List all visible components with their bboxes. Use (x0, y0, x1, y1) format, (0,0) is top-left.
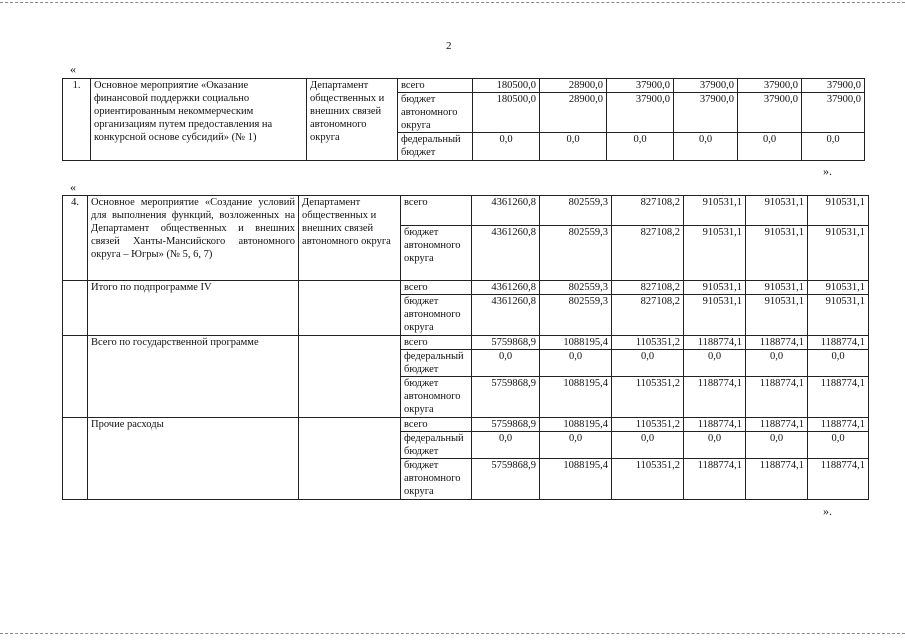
value-cell: 802559,3 (540, 226, 612, 281)
value-cell: 827108,2 (612, 295, 684, 336)
value-cell: 1188774,1 (808, 336, 869, 350)
source-label: всего (401, 418, 472, 432)
row-number-empty (63, 281, 88, 336)
executor: Департамент общественных и внешних связей автономного округа (307, 79, 398, 161)
value-cell: 4361260,8 (472, 196, 540, 226)
value-cell: 5759868,9 (472, 377, 540, 418)
value-cell: 180500,0 (473, 79, 540, 93)
value-cell: 910531,1 (746, 226, 808, 281)
value-cell: 827108,2 (612, 196, 684, 226)
value-cell: 910531,1 (808, 295, 869, 336)
budget-table-2 (62, 195, 869, 500)
value-cell: 37900,0 (674, 79, 738, 93)
table-row (63, 418, 869, 432)
source-label: всего (398, 79, 473, 93)
value-cell: 4361260,8 (472, 226, 540, 281)
opening-quote-1: « (70, 62, 76, 76)
subtotal-name: Итого по подпрограмме IV (88, 281, 299, 336)
value-cell: 0,0 (802, 133, 865, 161)
value-cell: 5759868,9 (472, 336, 540, 350)
value-cell: 910531,1 (746, 295, 808, 336)
executor-empty (299, 336, 401, 418)
source-label: всего (401, 336, 472, 350)
value-cell: 1188774,1 (684, 418, 746, 432)
source-label: бюджет автономного округа (401, 226, 472, 281)
value-cell: 0,0 (738, 133, 802, 161)
value-cell: 0,0 (607, 133, 674, 161)
executor-empty (299, 281, 401, 336)
value-cell: 1105351,2 (612, 459, 684, 500)
source-label: бюджет автономного округа (398, 93, 473, 133)
value-cell: 910531,1 (808, 226, 869, 281)
value-cell: 827108,2 (612, 226, 684, 281)
value-cell: 910531,1 (746, 196, 808, 226)
table-row (63, 281, 869, 295)
source-label: бюджет автономного округа (401, 377, 472, 418)
value-cell: 37900,0 (607, 93, 674, 133)
value-cell: 1188774,1 (746, 418, 808, 432)
table-row (63, 79, 865, 93)
value-cell: 0,0 (808, 350, 869, 377)
row-number-empty (63, 336, 88, 418)
value-cell: 37900,0 (802, 93, 865, 133)
value-cell: 1188774,1 (746, 377, 808, 418)
value-cell: 1088195,4 (540, 336, 612, 350)
value-cell: 0,0 (808, 432, 869, 459)
value-cell: 1088195,4 (540, 459, 612, 500)
row-number-empty (63, 418, 88, 500)
executor: Департамент общественных и внешних связей автономного округа (299, 196, 401, 281)
value-cell: 0,0 (612, 432, 684, 459)
measure-name: Основное мероприятие «Создание условий для выполнения функций, возложенных на Департамент общественных и внешних связей Ханты-Мансийского автономного округа – Югры» (№ 5, 6, 7) (88, 196, 299, 281)
source-label: всего (401, 281, 472, 295)
source-label: бюджет автономного округа (401, 459, 472, 500)
other-expenses-name: Прочие расходы (88, 418, 299, 500)
value-cell: 37900,0 (738, 79, 802, 93)
value-cell: 37900,0 (738, 93, 802, 133)
value-cell: 910531,1 (684, 295, 746, 336)
scan-edge-top (0, 2, 905, 3)
value-cell: 910531,1 (684, 281, 746, 295)
table-row (63, 336, 869, 350)
closing-quote-1: ». (823, 164, 832, 178)
page-number: 2 (446, 40, 452, 52)
executor-empty (299, 418, 401, 500)
value-cell: 910531,1 (684, 196, 746, 226)
value-cell: 0,0 (674, 133, 738, 161)
table-row (63, 196, 869, 226)
value-cell: 1105351,2 (612, 336, 684, 350)
value-cell: 1188774,1 (808, 377, 869, 418)
value-cell: 0,0 (746, 350, 808, 377)
program-total-name: Всего по государственной программе (88, 336, 299, 418)
value-cell: 1188774,1 (808, 418, 869, 432)
value-cell: 37900,0 (674, 93, 738, 133)
source-label: федеральный бюджет (398, 133, 473, 161)
value-cell: 180500,0 (473, 93, 540, 133)
value-cell: 37900,0 (607, 79, 674, 93)
value-cell: 1188774,1 (684, 459, 746, 500)
scan-edge-bottom (0, 633, 905, 634)
source-label: федеральный бюджет (401, 432, 472, 459)
value-cell: 0,0 (472, 432, 540, 459)
value-cell: 5759868,9 (472, 418, 540, 432)
value-cell: 910531,1 (808, 196, 869, 226)
value-cell: 910531,1 (684, 226, 746, 281)
value-cell: 1088195,4 (540, 418, 612, 432)
value-cell: 0,0 (473, 133, 540, 161)
value-cell: 910531,1 (746, 281, 808, 295)
source-label: федеральный бюджет (401, 350, 472, 377)
opening-quote-2: « (70, 180, 76, 194)
value-cell: 910531,1 (808, 281, 869, 295)
value-cell: 0,0 (472, 350, 540, 377)
row-number: 1. (63, 79, 91, 161)
value-cell: 28900,0 (540, 79, 607, 93)
value-cell: 4361260,8 (472, 281, 540, 295)
value-cell: 1188774,1 (684, 336, 746, 350)
value-cell: 4361260,8 (472, 295, 540, 336)
value-cell: 0,0 (540, 133, 607, 161)
value-cell: 0,0 (684, 432, 746, 459)
budget-table-1 (62, 78, 865, 161)
value-cell: 1188774,1 (808, 459, 869, 500)
value-cell: 1188774,1 (684, 377, 746, 418)
value-cell: 1188774,1 (746, 459, 808, 500)
value-cell: 827108,2 (612, 281, 684, 295)
source-label: бюджет автономного округа (401, 295, 472, 336)
value-cell: 802559,3 (540, 295, 612, 336)
value-cell: 0,0 (540, 350, 612, 377)
closing-quote-2: ». (823, 504, 832, 518)
value-cell: 28900,0 (540, 93, 607, 133)
value-cell: 802559,3 (540, 281, 612, 295)
value-cell: 37900,0 (802, 79, 865, 93)
value-cell: 1105351,2 (612, 377, 684, 418)
value-cell: 0,0 (612, 350, 684, 377)
measure-name: Основное мероприятие «Оказание финансовой поддержки социально ориентированным некоммерческим организациям путем предоставления на конкурсной основе субсидий» (№ 1) (91, 79, 307, 161)
value-cell: 1188774,1 (746, 336, 808, 350)
value-cell: 0,0 (540, 432, 612, 459)
value-cell: 5759868,9 (472, 459, 540, 500)
value-cell: 0,0 (746, 432, 808, 459)
value-cell: 1088195,4 (540, 377, 612, 418)
source-label: всего (401, 196, 472, 226)
value-cell: 802559,3 (540, 196, 612, 226)
row-number: 4. (63, 196, 88, 281)
value-cell: 1105351,2 (612, 418, 684, 432)
value-cell: 0,0 (684, 350, 746, 377)
